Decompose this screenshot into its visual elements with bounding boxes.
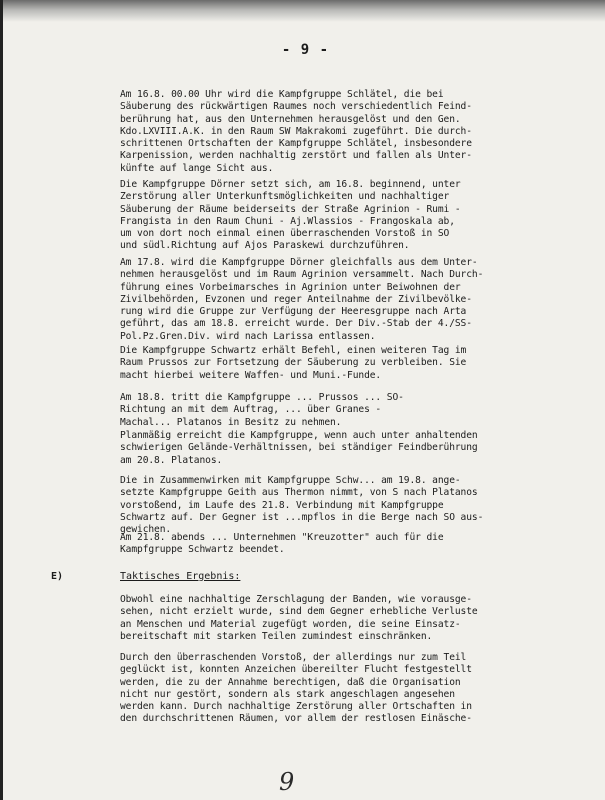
text-line: Durch den überraschenden Vorstoß, der allerdings nur zum Teil: [120, 652, 467, 663]
page-number: - 9 -: [281, 42, 330, 58]
text-line: Am 18.8. tritt die Kampfgruppe ... Prussos ... SO-: [120, 392, 404, 403]
text-line: nicht nur gestört, sondern als stark angeschlagen angesehen: [120, 688, 455, 700]
result-paragraph-2: [120, 652, 560, 726]
text-line: Zivilbehörden, Evzonen und reger Anteilnahme der Zivilbevölke-: [120, 293, 472, 305]
text-line: geglückt ist, konnten Anzeichen übereilter Flucht festgestellt: [120, 664, 472, 676]
text-line: setzte Kampfgruppe Geith aus Thermon nimmt, von S nach Platanos: [120, 487, 478, 499]
text-line: Kampfgruppe Schwartz beendet.: [120, 544, 285, 556]
text-line: Kdo.LXVIII.A.K. in den Raum SW Makrakomi zugeführt. Die durch-: [120, 125, 472, 137]
text-line: Machal... Platanos in Besitz zu nehmen.: [120, 416, 342, 428]
text-line: Säuberung des rückwärtigen Raumes noch verschiedentlich Feind-: [120, 101, 472, 113]
text-line: am 20.8. Platanos.: [120, 454, 223, 466]
scan-edge-shadow: [3, 0, 605, 22]
text-line: Die in Zusammenwirken mit Kampfgruppe Schw... am 19.8. ange-: [120, 475, 461, 486]
text-line: Karpenission, werden nachhaltig zerstört und fallen als Unter-: [120, 150, 472, 162]
paragraph-1: [120, 89, 560, 175]
text-line: Schwartz auf. Der Gegner ist ...mpflos in die Berge nach SO aus-: [120, 511, 484, 523]
section-marker: E): [51, 571, 64, 582]
text-line: an Menschen und Material zugefügt worden, die seine Einsatz-: [120, 618, 461, 630]
paragraph-3: [120, 257, 560, 343]
paragraph-2: [120, 179, 560, 253]
section-heading: Taktisches Ergebnis:: [120, 571, 241, 582]
text-line: den durchschrittenen Räumen, vor allem der restlosen Einäsche-: [120, 713, 472, 725]
text-line: künfte auf lange Sicht aus.: [120, 162, 274, 174]
text-line: Pol.Pz.Gren.Div. wird nach Larissa entlassen.: [120, 330, 376, 342]
text-line: Frangista in den Raum Chuni - Aj.Wlassios - Frangoskala ab,: [120, 215, 455, 227]
text-line: und südl.Richtung auf Ajos Paraskewi durchzuführen.: [120, 240, 410, 252]
text-line: Am 16.8. 00.00 Uhr wird die Kampfgruppe Schlätel, die bei: [120, 89, 444, 100]
text-line: um von dort noch einmal einen überraschenden Vorstoß in SO: [120, 228, 450, 240]
text-line: Säuberung der Räume beiderseits der Straße Agrinion - Rumi -: [120, 203, 461, 215]
paragraph-5: [120, 392, 560, 429]
text-line: Obwohl eine nachhaltige Zerschlagung der Banden, wie vorausge-: [120, 594, 472, 605]
result-paragraph-1: [120, 594, 560, 643]
text-line: Am 21.8. abends ... Unternehmen "Kreuzotter" auch für die: [120, 532, 444, 543]
text-line: nehmen herausgelöst und im Raum Agrinion versammelt. Nach Durch-: [120, 269, 484, 281]
text-line: Planmäßig erreicht die Kampfgruppe, wenn auch unter anhaltenden: [120, 430, 478, 441]
text-line: sehen, nicht erzielt wurde, sind dem Gegner erhebliche Verluste: [120, 606, 478, 618]
text-line: Raum Prussos zur Fortsetzung der Säuberung zu verbleiben. Sie: [120, 357, 467, 369]
text-line: Die Kampfgruppe Dörner setzt sich, am 16.8. beginnend, unter: [120, 179, 461, 190]
text-line: geführt, das am 18.8. erreicht wurde. Der Div.-Stab der 4./SS-: [120, 318, 472, 330]
paragraph-6: [120, 430, 560, 467]
text-line: gewichen.: [120, 524, 172, 536]
text-line: vorstoßend, im Laufe des 21.8. Verbindung mit Kampfgruppe: [120, 499, 444, 511]
text-line: werden, die zu der Annahme berechtigen, daß die Organisation: [120, 676, 461, 688]
text-line: schwierigen Gelände-Verhältnissen, bei ständiger Feindberührung: [120, 442, 478, 454]
text-line: Am 17.8. wird die Kampfgruppe Dörner gleichfalls aus dem Unter-: [120, 257, 478, 268]
paragraph-8: [120, 532, 560, 557]
text-line: führung eines Vorbeimarsches in Agrinion unter Beiwohnen der: [120, 281, 461, 293]
text-line: werden kann. Durch nachhaltige Zerstörung aller Ortschaften in: [120, 701, 472, 713]
text-line: Zerstörung aller Unterkunftsmöglichkeiten und nachhaltiger: [120, 191, 450, 203]
paragraph-4: [120, 345, 560, 382]
text-line: rung wird die Gruppe zur Verfügung der Heeresgruppe nach Arta: [120, 306, 467, 318]
text-line: bereitschaft mit starken Teilen zumindest einschränken.: [120, 630, 433, 642]
text-line: berührung hat, aus den Unternehmen herausgelöst und den Gen.: [120, 113, 461, 125]
text-line: Die Kampfgruppe Schwartz erhält Befehl, einen weiteren Tag im: [120, 345, 467, 356]
paragraph-7: [120, 475, 560, 536]
text-line: macht hierbei weitere Waffen- und Muni.-Funde.: [120, 369, 382, 381]
text-line: schrittenen Ortschaften der Kampfgruppe Schlätel, insbesondere: [120, 138, 472, 150]
handwritten-mark: 9: [279, 768, 295, 796]
text-line: Richtung an mit dem Auftrag, ... über Granes -: [120, 404, 382, 416]
